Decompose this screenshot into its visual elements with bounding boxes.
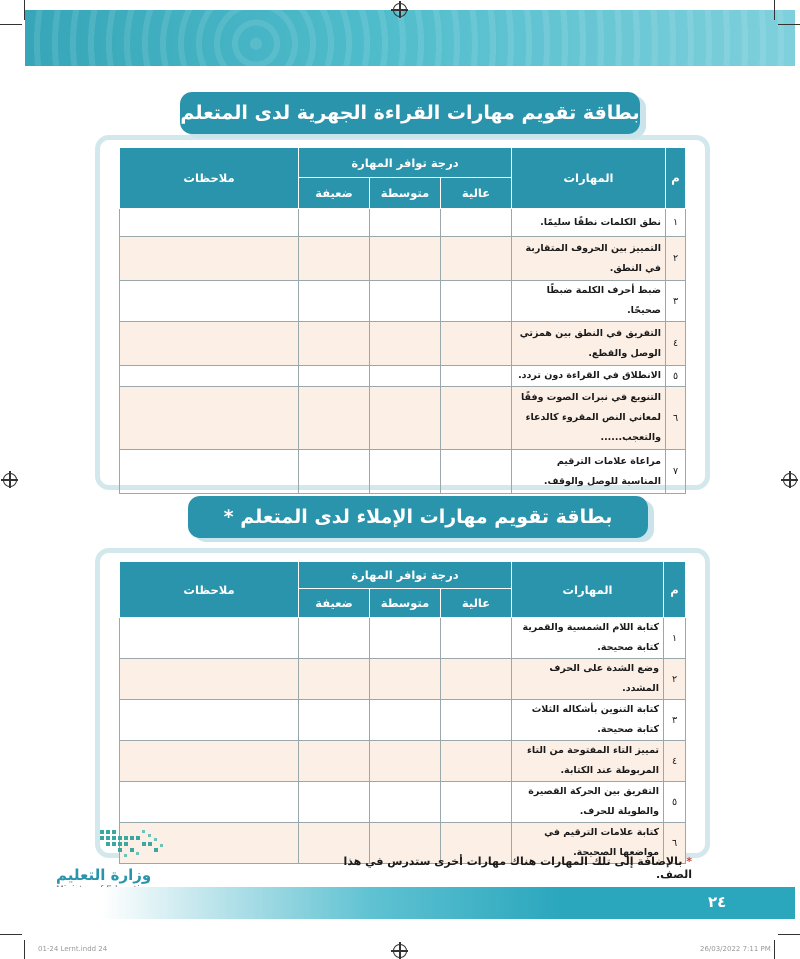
col-notes-header: ملاحظات [120,562,299,618]
table-row [120,618,686,659]
page-number: ٢٤ [708,893,727,911]
crop-mark [24,940,25,959]
ministry-name-arabic: وزارة التعليم [56,866,152,884]
notes-cell[interactable] [120,700,299,741]
rating-cell-high[interactable] [441,322,512,366]
notes-cell[interactable] [120,659,299,700]
rating-cell-high[interactable] [441,700,512,741]
row-number: ٥ [664,782,686,823]
skill-text: التفريق بين الحركة القصيرة والطويلة للحرف. [512,782,664,823]
table-row [120,741,686,782]
table-row [120,387,686,450]
skill-text: الانطلاق في القراءة دون تردد. [512,366,666,387]
registration-mark-icon [3,473,17,487]
top-header-band [25,10,795,66]
col-weak-header: ضعيفة [299,589,370,618]
row-number: ٣ [664,700,686,741]
notes-cell[interactable] [120,209,299,237]
skill-text: وضع الشدة على الحرف المشدد. [512,659,664,700]
table-row [120,322,686,366]
row-number: ١ [666,209,686,237]
footnote-asterisk: * [686,855,692,868]
rating-cell-weak[interactable] [299,322,370,366]
crop-mark [778,24,800,25]
rating-cell-high[interactable] [441,741,512,782]
col-notes-header: ملاحظات [120,148,299,209]
crop-mark [774,0,775,20]
rating-cell-weak[interactable] [299,659,370,700]
crop-mark [774,940,775,959]
crop-mark [0,24,22,25]
table-row [120,366,686,387]
crop-mark [0,934,22,935]
row-number: ٥ [666,366,686,387]
table-row [120,700,686,741]
rating-cell-medium[interactable] [370,741,441,782]
row-number: ١ [664,618,686,659]
skill-text: كتابة علامات الترقيم في مواضعها الصحيحة. [512,823,664,864]
row-number: ٢ [664,659,686,700]
col-medium-header: متوسطة [370,178,441,209]
print-slug-file: 01-24 Lernt.indd 24 [38,945,108,953]
rating-cell-medium[interactable] [370,281,441,322]
col-degree-header: درجة توافر المهارة [299,148,512,178]
notes-cell[interactable] [120,450,299,494]
rating-cell-medium[interactable] [370,387,441,450]
bottom-footer-band [25,887,795,919]
col-num-header: م [666,148,686,209]
col-weak-header: ضعيفة [299,178,370,209]
footnote [320,855,692,881]
registration-mark-icon [393,944,407,958]
notes-cell[interactable] [120,237,299,281]
row-number: ٧ [666,450,686,494]
notes-cell[interactable] [120,782,299,823]
notes-cell[interactable] [120,281,299,322]
rating-cell-high[interactable] [441,237,512,281]
col-num-header: م [664,562,686,618]
notes-cell[interactable] [120,387,299,450]
table-row [120,450,686,494]
col-skills-header: المهارات [512,562,664,618]
skill-text: التفريق في النطق بين همزتي الوصل والقطع. [512,322,666,366]
rating-cell-weak[interactable] [299,237,370,281]
rating-cell-weak[interactable] [299,387,370,450]
rating-cell-medium[interactable] [370,209,441,237]
rating-cell-high[interactable] [441,209,512,237]
rating-cell-weak[interactable] [299,782,370,823]
rating-cell-medium[interactable] [370,322,441,366]
skill-text: ضبط أحرف الكلمة ضبطًا صحيحًا. [512,281,666,322]
rating-cell-high[interactable] [441,450,512,494]
table-row [120,659,686,700]
notes-cell[interactable] [120,741,299,782]
row-number: ٣ [666,281,686,322]
crop-mark [778,934,800,935]
notes-cell[interactable] [120,366,299,387]
ministry-logo-icon [98,826,166,860]
col-skills-header: المهارات [512,148,666,209]
skill-text: التنويع في نبرات الصوت وفقًا لمعاني النص المقروء كالدعاء والتعجب...... [512,387,666,450]
rating-cell-weak[interactable] [299,700,370,741]
table-row [120,209,686,237]
table-row [120,281,686,322]
rating-cell-high[interactable] [441,782,512,823]
row-number: ٤ [664,741,686,782]
row-number: ٦ [666,387,686,450]
skill-text: نطق الكلمات نطقًا سليمًا. [512,209,666,237]
rating-cell-high[interactable] [441,366,512,387]
rating-cell-medium[interactable] [370,237,441,281]
rating-cell-medium[interactable] [370,618,441,659]
skill-text: التمييز بين الحروف المتقاربة في النطق. [512,237,666,281]
rating-cell-medium[interactable] [370,659,441,700]
spelling-skills-table [119,561,686,864]
col-high-header: عالية [441,589,512,618]
rating-cell-high[interactable] [441,281,512,322]
registration-mark-icon [393,3,407,17]
rating-cell-high[interactable] [441,659,512,700]
footnote-text: بالإضافة إلى تلك المهارات هناك مهارات أخرى ستدرس في هذا الصف. [343,855,692,881]
reading-card-title: بطاقة تقويم مهارات القراءة الجهرية لدى المتعلم [180,92,640,134]
table-row [120,237,686,281]
notes-cell[interactable] [120,618,299,659]
row-number: ٢ [666,237,686,281]
skill-text: كتابة التنوين بأشكاله الثلاث كتابة صحيحة. [512,700,664,741]
print-slug-date: 26/03/2022 7:11 PM [700,945,771,953]
rating-cell-weak[interactable] [299,450,370,494]
skill-text: مراعاة علامات الترقيم المناسبة للوصل والوقف. [512,450,666,494]
notes-cell[interactable] [120,322,299,366]
col-high-header: عالية [441,178,512,209]
spelling-card-title: بطاقة تقويم مهارات الإملاء لدى المتعلم * [188,496,648,538]
rating-cell-high[interactable] [441,387,512,450]
rating-cell-high[interactable] [441,618,512,659]
row-number: ٦ [664,823,686,864]
rating-cell-medium[interactable] [370,782,441,823]
reading-skills-table [119,147,686,494]
crop-mark [24,0,25,20]
table-row [120,782,686,823]
col-degree-header: درجة توافر المهارة [299,562,512,589]
rating-cell-weak[interactable] [299,618,370,659]
rating-cell-weak[interactable] [299,366,370,387]
rating-cell-weak[interactable] [299,741,370,782]
rating-cell-medium[interactable] [370,450,441,494]
row-number: ٤ [666,322,686,366]
registration-mark-icon [783,473,797,487]
rating-cell-weak[interactable] [299,209,370,237]
skill-text: كتابة اللام الشمسية والقمرية كتابة صحيحة. [512,618,664,659]
skill-text: تمييز التاء المفتوحة من التاء المربوطة عند الكتابة. [512,741,664,782]
rating-cell-medium[interactable] [370,700,441,741]
col-medium-header: متوسطة [370,589,441,618]
rating-cell-medium[interactable] [370,366,441,387]
rating-cell-weak[interactable] [299,281,370,322]
